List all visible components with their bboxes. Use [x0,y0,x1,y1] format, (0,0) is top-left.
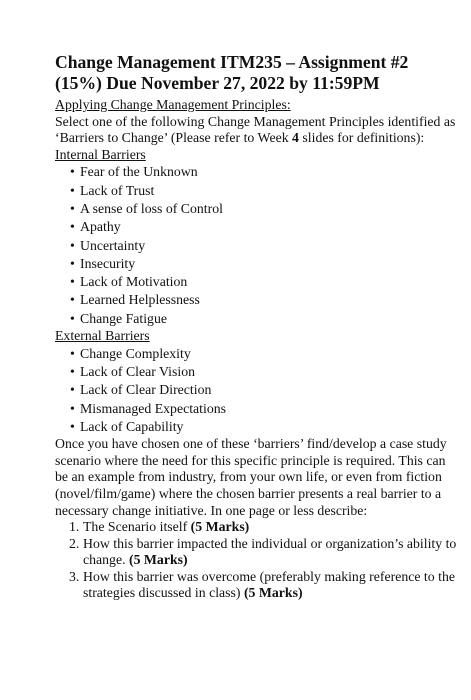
list-item-label: Lack of Capability [80,418,184,434]
list-item-label: Lack of Motivation [80,274,188,290]
task-number: 1. [69,519,80,535]
list-item [70,291,460,309]
bullet-icon: • [70,310,75,326]
internal-barriers-list [55,163,460,328]
bullet-icon: • [70,363,75,379]
page-title [55,52,460,94]
external-barriers-heading: External Barriers [55,328,150,344]
list-item-label: Apathy [80,219,121,235]
list-item-label: Mismanaged Expectations [80,400,226,416]
section-subtitle: Applying Change Management Principles: [55,97,291,112]
title-line-2: (15%) Due November 27, 2022 by 11:59PM [55,73,380,93]
list-item-label: Change Complexity [80,345,191,361]
list-item-label: Change Fatigue [80,310,167,326]
task-marks: (5 Marks) [190,519,250,535]
bullet-icon: • [70,219,75,235]
bullet-icon: • [70,418,75,434]
task-list [55,519,460,602]
task-text: How this barrier impacted the individual or organization’s ability to change. [83,535,457,568]
list-item [70,310,460,328]
bullet-icon: • [70,200,75,216]
internal-barriers-heading: Internal Barriers [55,146,146,162]
bullet-icon: • [70,382,75,398]
list-item [70,163,460,181]
task-marks: (5 Marks) [128,552,188,568]
list-item [70,218,460,236]
bullet-icon: • [70,345,75,361]
list-item [70,255,460,273]
bullet-icon: • [70,274,75,290]
list-item [70,381,460,399]
list-item-label: Insecurity [80,255,136,271]
task-number: 3. [69,568,80,584]
task-item [69,519,460,536]
list-item [70,363,460,381]
task-marks: (5 Marks) [243,585,303,601]
title-line-1: Change Management ITM235 – Assignment #2 [55,52,409,72]
list-item-label: Learned Helplessness [80,292,200,308]
external-barriers-list [55,345,460,436]
bullet-icon: • [70,255,75,271]
task-item [69,569,460,602]
list-item [70,418,460,436]
task-number: 2. [69,535,80,551]
list-item [70,345,460,363]
instructions-paragraph: Once you have chosen one of these ‘barriers’ find/develop a case study scenario where the need for this specific principle is required. This can be an example from industry, from your own life, or even from fiction (novel/film/game) where the chosen barrier presents a real barrier to a necessary change initiative. In one page or less describe: [55,436,447,518]
intro-week-number: 4 [292,130,299,146]
task-item [69,536,460,569]
list-item [70,200,460,218]
task-text: How this barrier was overcome (preferably making reference to the strategies discussed in class) [83,568,455,601]
list-item-label: Fear of the Unknown [80,164,198,180]
intro-text-end: slides for definitions): [298,130,425,146]
bullet-icon: • [70,237,75,253]
list-item [70,273,460,291]
bullet-icon: • [70,182,75,198]
list-item-label: Lack of Trust [80,182,155,198]
bullet-icon: • [70,292,75,308]
list-item-label: A sense of loss of Control [80,200,223,216]
assignment-document [55,52,460,602]
intro-text-start: Select one of the following Change Management Principles identified as ‘Barriers to Change’ (Please refer to Week [55,113,456,146]
bullet-icon: • [70,164,75,180]
intro-paragraph [55,114,460,147]
list-item [70,182,460,200]
list-item-label: Lack of Clear Vision [80,363,196,379]
list-item-label: Uncertainty [80,237,146,253]
task-text: The Scenario itself [83,519,191,535]
list-item [70,237,460,255]
list-item-label: Lack of Clear Direction [80,382,212,398]
bullet-icon: • [70,400,75,416]
list-item [70,400,460,418]
